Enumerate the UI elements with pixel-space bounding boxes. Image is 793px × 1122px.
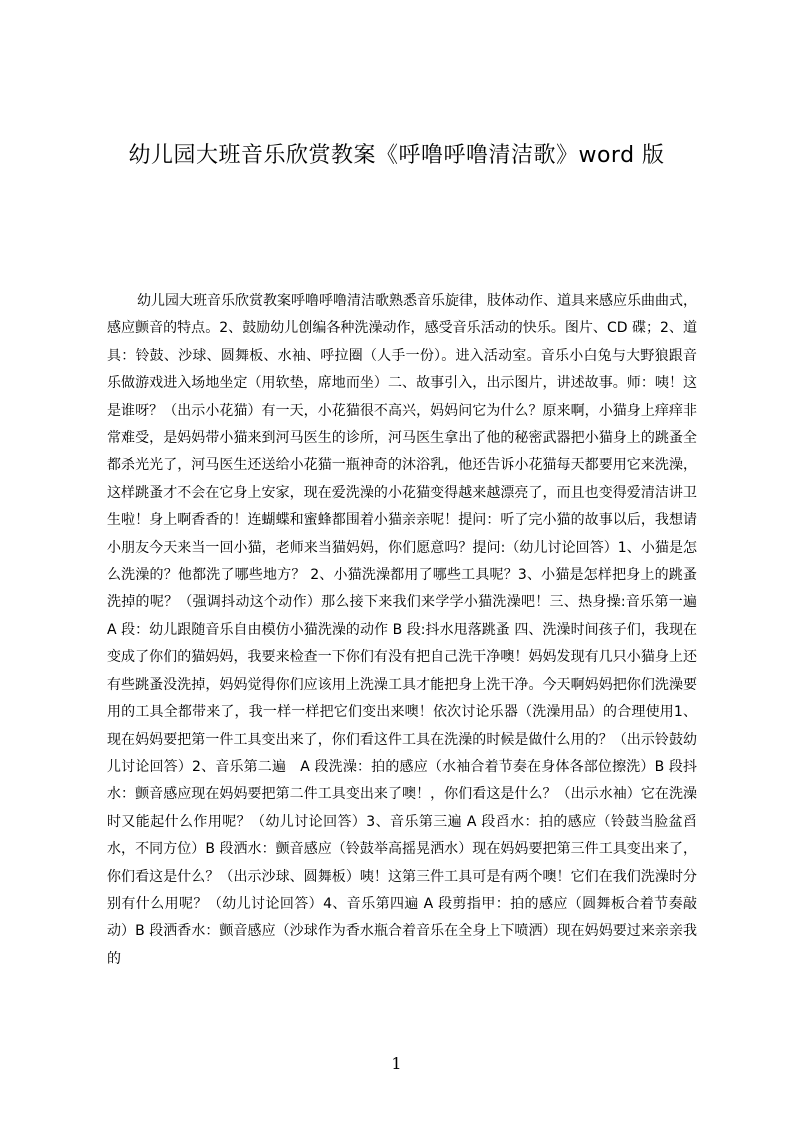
document-title: 幼儿园大班音乐欣赏教案《呼噜呼噜清洁歌》word 版: [128, 143, 665, 168]
body-paragraph: 幼儿园大班音乐欣赏教案呼噜呼噜清洁歌熟悉音乐旋律，肢体动作、道具来感应乐曲曲式，感应颤音的特点。2、鼓励幼儿创编各种洗澡动作，感受音乐活动的快乐。图片、CD 碟；2、道具：铃鼓、沙球、圆舞板、水袖、呼拉圈（人手一份）。进入活动室。音乐小白兔与大野狼跟音乐做游戏进入场地坐定（用软垫，席地而坐）二、故事引入，出示图片，讲述故事。师：咦！这是谁呀？（出示小花猫）有一天，小花猫很不高兴，妈妈问它为什么？原来啊，小猫身上痒痒非常难受，是妈妈带小猫来到河马医生的诊所，河马医生拿出了他的秘密武器把小猫身上的跳蚤全都杀光光了，河马医生还送给小花猫一瓶神奇的沐浴乳，他还告诉小花猫每天都要用它来洗澡，这样跳蚤才不会在它身上安家，现在爱洗澡的小花猫变得越来越漂亮了，而且也变得爱清洁讲卫生啦！身上啊香香的！连蝴蝶和蜜蜂都围着小猫亲亲呢！提问：听了完小猫的故事以后，我想请小朋友今天来当一回小猫，老师来当猫妈妈，你们愿意吗？提问:（幼儿讨论回答）1、小猫是怎么洗澡的？他都洗了哪些地方？ 2、小猫洗澡都用了哪些工具呢？3、小猫是怎样把身上的跳蚤洗掉的呢？（强调抖动这个动作）那么接下来我们来学学小猫洗澡吧！三、热身操:音乐第一遍 A 段：幼儿跟随音乐自由模仿小猫洗澡的动作 B 段:抖水甩落跳蚤 四、洗澡时间孩子们，我现在变成了你们的猫妈妈，我要来检查一下你们有没有把自己洗干净噢！妈妈发现有几只小猫身上还有些跳蚤没洗掉，妈妈觉得你们应该用上洗澡工具才能把身上洗干净。今天啊妈妈把你们洗澡要用的工具全都带来了，我一样一样把它们变出来噢！依次讨论乐器（洗澡用品）的合理使用1、现在妈妈要把第一件工具变出来了，你们看这件工具在洗澡的时候是做什么用的？（出示铃鼓幼儿讨论回答）2、音乐第二遍 A 段洗澡：拍的感应（水袖合着节奏在身体各部位擦洗）B 段抖水：颤音感应现在妈妈要把第二件工具变出来了噢！，你们看这是什么？（出示水袖）它在洗澡时又能起什么作用呢？（幼儿讨论回答）3、音乐第三遍 A 段舀水：拍的感应（铃鼓当脸盆舀水，不同方位）B 段洒水：颤音感应（铃鼓举高摇晃洒水）现在妈妈要把第三件工具变出来了，你们看这是什么？（出示沙球、圆舞板）咦！这第三件工具可是有两个噢！它们在我们洗澡时分别有什么用呢？（幼儿讨论回答）4、音乐第四遍 A 段剪指甲：拍的感应（圆舞板合着节奏敲动）B 段洒香水：颤音感应（沙球作为香水瓶合着音乐在全身上下喷洒）现在妈妈要过来亲亲我的: [107, 293, 711, 967]
body-text-container: [107, 288, 711, 973]
page-number: 1: [391, 1054, 402, 1073]
